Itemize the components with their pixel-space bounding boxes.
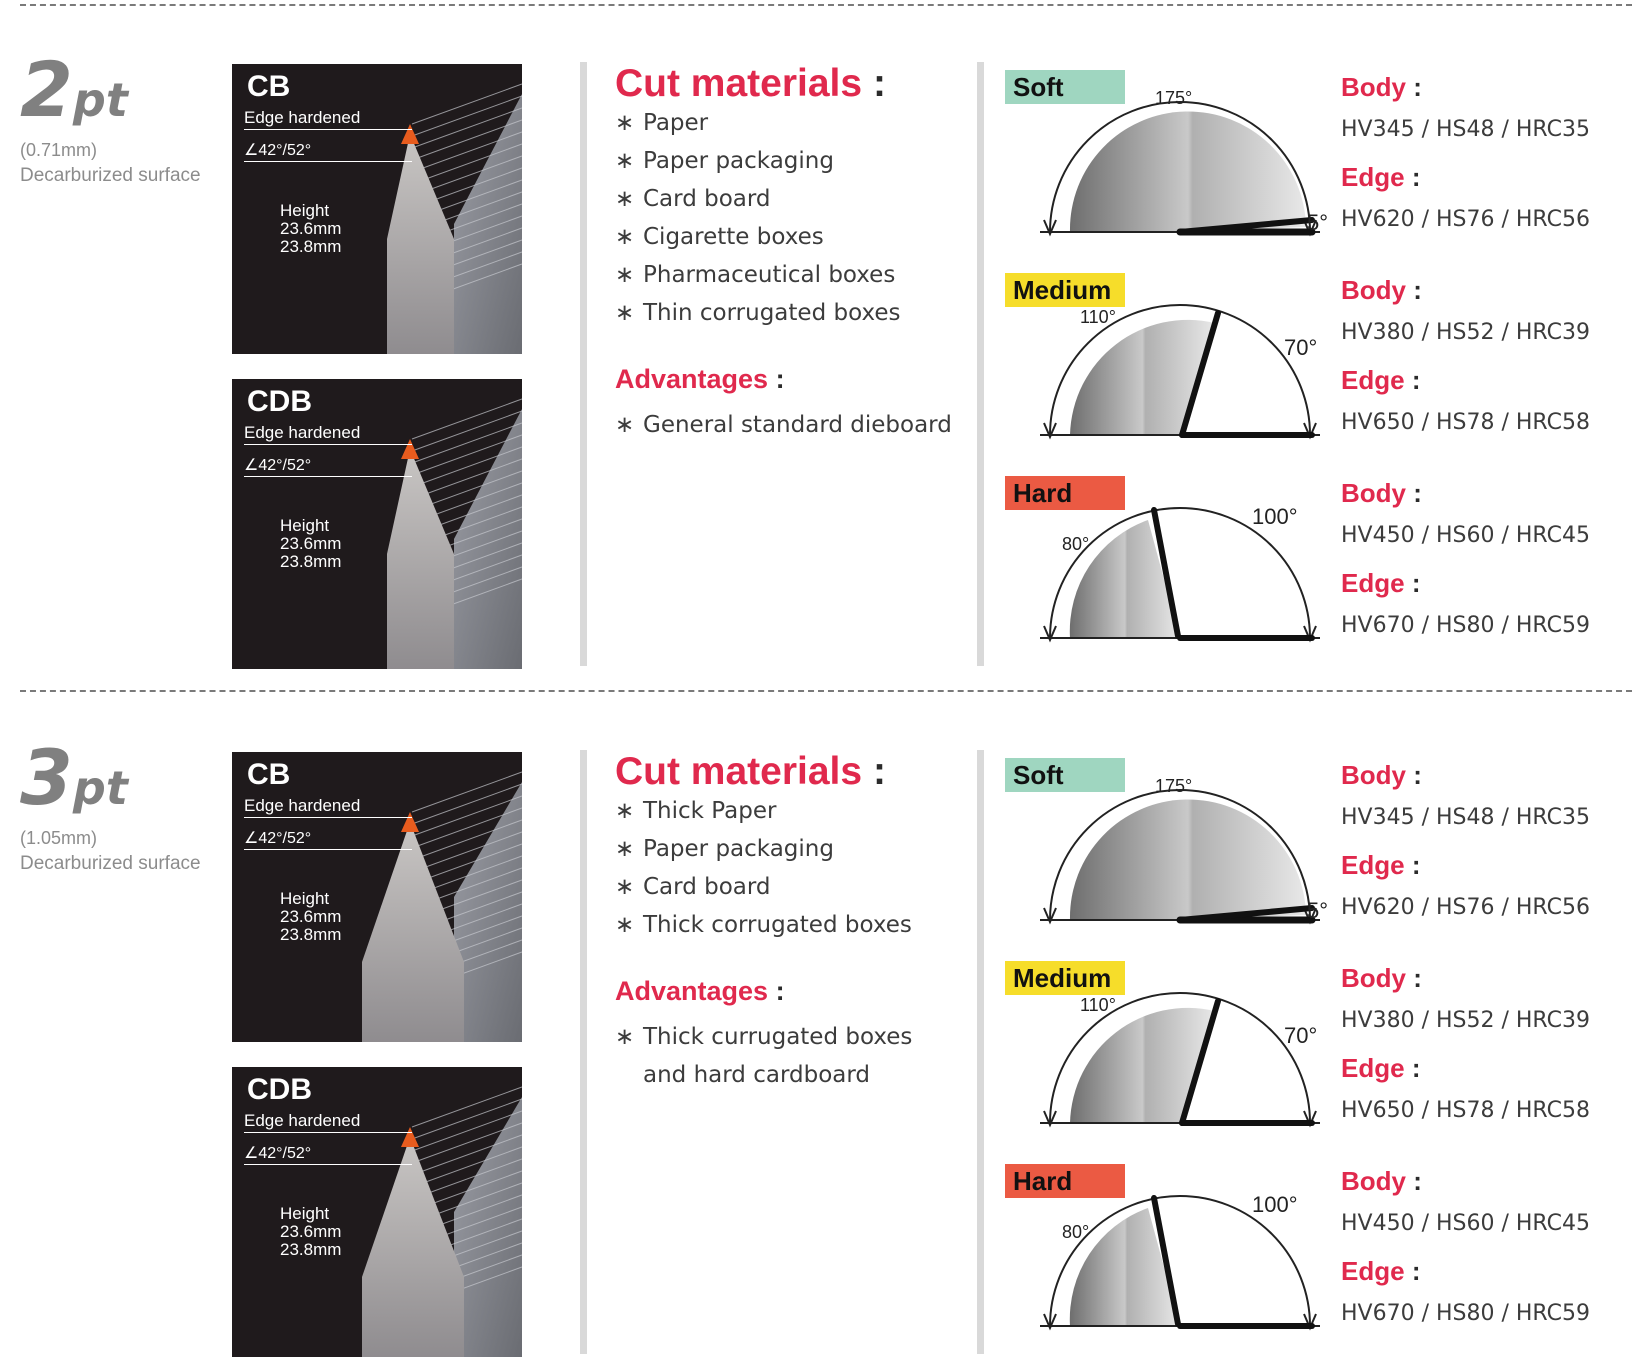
edge-hardness-label	[1341, 162, 1420, 193]
column-separator	[580, 62, 587, 666]
colon: :	[872, 750, 886, 793]
leader-line	[244, 1164, 412, 1165]
cut-materials-text: Cut materials	[615, 750, 863, 793]
height-value-2: 23.8mm	[280, 552, 342, 571]
pt-size-label	[20, 733, 128, 822]
colon: :	[1413, 963, 1422, 993]
material-text: Thin corrugated boxes	[643, 300, 901, 326]
material-text: Card board	[643, 186, 771, 212]
column-separator	[580, 750, 587, 1354]
edge-hardness-value: HV670 / HS80 / HRC59	[1341, 1301, 1590, 1326]
bullet: ∗	[615, 874, 635, 900]
cut-materials-title	[615, 62, 886, 106]
body-label-text: Body	[1341, 1166, 1406, 1196]
advantages-title	[615, 976, 785, 1007]
material-item	[615, 104, 900, 142]
height-info	[280, 1205, 341, 1259]
height-label: Height	[280, 516, 330, 535]
arc-minor-angle: 5°	[1306, 210, 1328, 235]
arc-main-angle: 175°	[1155, 88, 1193, 108]
height-info	[280, 890, 341, 944]
edge-label-text: Edge	[1341, 365, 1405, 395]
colon: :	[1413, 478, 1422, 508]
edge-hardness-label	[1341, 1256, 1420, 1287]
body-hardness-label	[1341, 72, 1422, 103]
thickness-label: (0.71mm)	[20, 140, 98, 160]
advantage-text: and hard cardboard	[643, 1062, 871, 1088]
edge-hardness-label	[1341, 365, 1420, 396]
material-text: Pharmaceutical boxes	[643, 262, 896, 288]
advantage-line	[615, 1018, 912, 1056]
blade-panel-cb	[232, 752, 522, 1042]
blade-panel-cdb	[232, 379, 522, 669]
edge-label-text: Edge	[1341, 568, 1405, 598]
material-text: Cigarette boxes	[643, 224, 824, 250]
bend-angle-diagram	[1030, 285, 1330, 450]
height-value-1: 23.6mm	[280, 1222, 342, 1241]
height-label: Height	[280, 889, 330, 908]
leader-line	[244, 476, 412, 477]
colon: :	[1411, 1053, 1421, 1083]
advantage-text: General standard dieboard	[643, 412, 952, 438]
body-hardness-label	[1341, 760, 1422, 791]
body-hardness-value: HV380 / HS52 / HRC39	[1341, 320, 1590, 345]
edge-hardness-label	[1341, 568, 1420, 599]
leader-line	[244, 129, 412, 130]
bullet: ∗	[615, 148, 635, 174]
advantages-text: Advantages	[615, 976, 769, 1006]
arc-main-angle: 110°	[1080, 307, 1116, 327]
leader-line	[244, 1132, 412, 1133]
bullet: ∗	[615, 186, 635, 212]
arc-main-angle: 80°	[1062, 1222, 1090, 1242]
edge-label-text: Edge	[1341, 1053, 1405, 1083]
body-hardness-value: HV450 / HS60 / HRC45	[1341, 523, 1590, 548]
body-hardness-value: HV380 / HS52 / HRC39	[1341, 1008, 1590, 1033]
arc-minor-angle: 5°	[1306, 898, 1328, 923]
colon: :	[1411, 1256, 1421, 1286]
colon: :	[1411, 365, 1421, 395]
bullet: ∗	[615, 262, 635, 288]
body-label-text: Body	[1341, 478, 1406, 508]
materials-list	[615, 792, 912, 944]
grade-badge-medium: Medium	[1005, 273, 1125, 307]
cut-materials-title	[615, 750, 886, 794]
advantage-item	[615, 1018, 912, 1094]
blade-type-title: CB	[247, 70, 291, 103]
arc-minor-angle: 100°	[1252, 504, 1298, 529]
edge-hardened-label: Edge hardened	[244, 108, 361, 127]
arc-minor-angle: 100°	[1252, 1192, 1298, 1217]
grade-badge-hard: Hard	[1005, 476, 1125, 510]
arc-minor-angle: 70°	[1284, 1023, 1318, 1048]
bevel-angle-label: ∠42°/52°	[244, 457, 312, 474]
material-item	[615, 180, 900, 218]
edge-label-text: Edge	[1341, 162, 1405, 192]
advantages-title	[615, 364, 785, 395]
pt-number: 3	[20, 733, 73, 822]
pt-number: 2	[20, 45, 73, 134]
bullet: ∗	[615, 798, 635, 824]
body-label-text: Body	[1341, 963, 1406, 993]
colon: :	[1411, 568, 1421, 598]
bend-angle-diagram	[1030, 488, 1330, 653]
colon: :	[1413, 1166, 1422, 1196]
edge-label-text: Edge	[1341, 850, 1405, 880]
edge-hardness-value: HV650 / HS78 / HRC58	[1341, 410, 1590, 435]
body-hardness-label	[1341, 1166, 1422, 1197]
leader-line	[244, 444, 412, 445]
colon: :	[775, 976, 785, 1006]
colon: :	[1411, 162, 1421, 192]
arc-main-angle: 110°	[1080, 995, 1116, 1015]
edge-hardened-label: Edge hardened	[244, 423, 361, 442]
column-separator	[977, 750, 984, 1354]
material-text: Paper packaging	[643, 836, 834, 862]
spec-section-3pt	[0, 688, 1649, 1328]
blade-type-title: CDB	[247, 385, 312, 418]
edge-label-text: Edge	[1341, 1256, 1405, 1286]
pt-unit: pt	[72, 761, 128, 815]
colon: :	[775, 364, 785, 394]
pt-unit: pt	[72, 73, 128, 127]
bend-angle-diagram	[1030, 1176, 1330, 1341]
material-item	[615, 906, 912, 944]
body-label-text: Body	[1341, 760, 1406, 790]
bend-angle-diagram	[1030, 770, 1330, 935]
blade-panel-cb	[232, 64, 522, 354]
body-hardness-label	[1341, 963, 1422, 994]
pt-size-label	[20, 45, 128, 134]
grade-badge-hard: Hard	[1005, 1164, 1125, 1198]
bend-angle-diagram	[1030, 82, 1330, 247]
height-label: Height	[280, 201, 330, 220]
height-value-2: 23.8mm	[280, 1240, 342, 1259]
advantage-item	[615, 406, 952, 444]
material-item	[615, 218, 900, 256]
height-value-2: 23.8mm	[280, 237, 342, 256]
blade-type-title: CDB	[247, 1073, 312, 1106]
height-info	[280, 517, 341, 571]
edge-hardness-label	[1341, 850, 1420, 881]
thickness-label: (1.05mm)	[20, 828, 98, 848]
height-value-1: 23.6mm	[280, 907, 342, 926]
cut-materials-text: Cut materials	[615, 62, 863, 105]
material-text: Paper	[643, 110, 709, 136]
material-item	[615, 294, 900, 332]
height-info	[280, 202, 341, 256]
bevel-angle-label: ∠42°/52°	[244, 142, 312, 159]
material-text: Thick corrugated boxes	[643, 912, 912, 938]
material-text: Paper packaging	[643, 148, 834, 174]
surface-label: Decarburized surface	[20, 165, 201, 186]
colon: :	[872, 62, 886, 105]
bullet: ∗	[615, 110, 635, 136]
material-item	[615, 830, 912, 868]
colon: :	[1411, 850, 1421, 880]
height-value-1: 23.6mm	[280, 219, 342, 238]
advantages-text: Advantages	[615, 364, 769, 394]
blade-panel-cdb	[232, 1067, 522, 1357]
height-value-1: 23.6mm	[280, 534, 342, 553]
column-separator	[977, 62, 984, 666]
colon: :	[1413, 760, 1422, 790]
leader-line	[244, 817, 412, 818]
body-hardness-value: HV450 / HS60 / HRC45	[1341, 1211, 1590, 1236]
edge-hardness-value: HV620 / HS76 / HRC56	[1341, 207, 1590, 232]
edge-hardened-label: Edge hardened	[244, 796, 361, 815]
grade-badge-soft: Soft	[1005, 758, 1125, 792]
advantage-text: Thick currugated boxes	[643, 1024, 913, 1050]
blade-type-title: CB	[247, 758, 291, 791]
spec-section-2pt	[0, 0, 1649, 640]
edge-hardness-label	[1341, 1053, 1420, 1084]
edge-hardened-label: Edge hardened	[244, 1111, 361, 1130]
material-text: Thick Paper	[643, 798, 777, 824]
arc-minor-angle: 70°	[1284, 335, 1318, 360]
bevel-angle-label: ∠42°/52°	[244, 830, 312, 847]
body-hardness-value: HV345 / HS48 / HRC35	[1341, 805, 1590, 830]
bullet: ∗	[615, 912, 635, 938]
grade-badge-medium: Medium	[1005, 961, 1125, 995]
leader-line	[244, 161, 412, 162]
advantage-line	[615, 406, 952, 444]
colon: :	[1413, 72, 1422, 102]
materials-list	[615, 104, 900, 332]
body-label-text: Body	[1341, 72, 1406, 102]
height-label: Height	[280, 1204, 330, 1223]
bevel-angle-label: ∠42°/52°	[244, 1145, 312, 1162]
body-hardness-label	[1341, 478, 1422, 509]
surface-label: Decarburized surface	[20, 853, 201, 874]
bend-angle-diagram	[1030, 973, 1330, 1138]
bullet: ∗	[615, 836, 635, 862]
advantages-list	[615, 1018, 912, 1094]
bullet: ∗	[615, 300, 635, 326]
material-text: Card board	[643, 874, 771, 900]
arc-main-angle: 80°	[1062, 534, 1090, 554]
material-item	[615, 142, 900, 180]
body-hardness-label	[1341, 275, 1422, 306]
material-item	[615, 792, 912, 830]
height-value-2: 23.8mm	[280, 925, 342, 944]
edge-hardness-value: HV670 / HS80 / HRC59	[1341, 613, 1590, 638]
material-item	[615, 868, 912, 906]
leader-line	[244, 849, 412, 850]
colon: :	[1413, 275, 1422, 305]
edge-hardness-value: HV650 / HS78 / HRC58	[1341, 1098, 1590, 1123]
advantages-list	[615, 406, 952, 444]
arc-main-angle: 175°	[1155, 776, 1193, 796]
material-item	[615, 256, 900, 294]
bullet: ∗	[615, 412, 635, 438]
body-hardness-value: HV345 / HS48 / HRC35	[1341, 117, 1590, 142]
edge-hardness-value: HV620 / HS76 / HRC56	[1341, 895, 1590, 920]
grade-badge-soft: Soft	[1005, 70, 1125, 104]
body-label-text: Body	[1341, 275, 1406, 305]
bullet: ∗	[615, 1024, 635, 1050]
bullet: ∗	[615, 224, 635, 250]
